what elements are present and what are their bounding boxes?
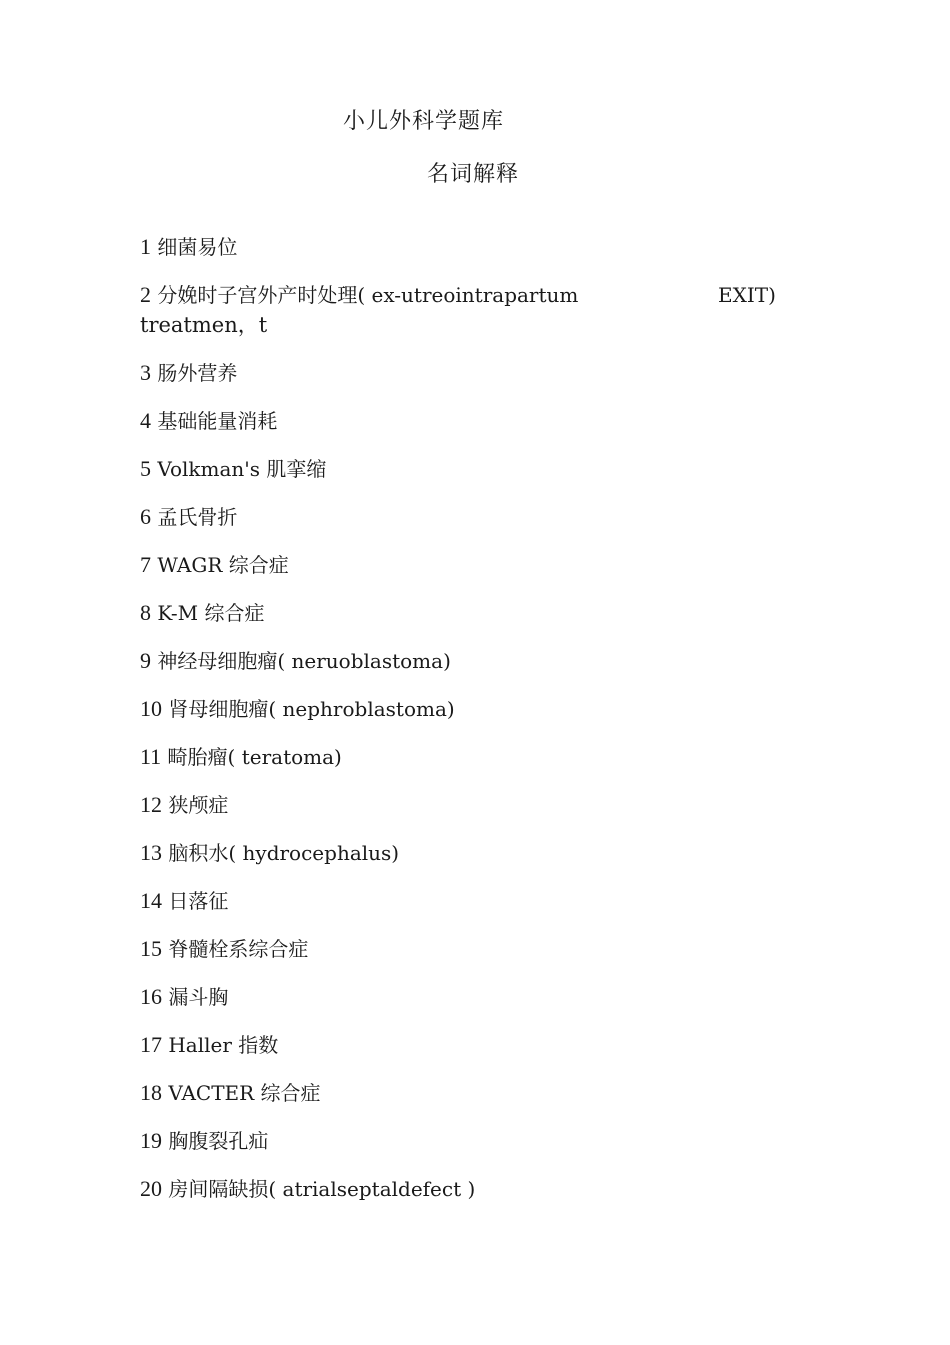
term-item bbox=[140, 742, 820, 790]
term-item bbox=[140, 598, 820, 646]
term-item bbox=[140, 694, 820, 742]
term-text: 肾母细胞瘤( nephroblastoma) bbox=[168, 697, 455, 721]
term-number: 18 bbox=[140, 1080, 162, 1105]
term-number: 2 bbox=[140, 282, 151, 307]
term-number: 17 bbox=[140, 1032, 162, 1057]
term-text: 基础能量消耗 bbox=[157, 409, 278, 433]
term-item bbox=[140, 934, 820, 982]
term-number: 4 bbox=[140, 408, 151, 433]
term-number: 12 bbox=[140, 792, 162, 817]
term-text: 脑积水( hydrocephalus) bbox=[168, 841, 400, 865]
term-number: 8 bbox=[140, 600, 151, 625]
term-item bbox=[140, 838, 820, 886]
term-text: 肠外营养 bbox=[157, 361, 238, 385]
term-text: 分娩时子宫外产时处理( ex-utreointrapartum bbox=[157, 283, 579, 307]
term-number: 6 bbox=[140, 504, 151, 529]
term-text: 漏斗胸 bbox=[168, 985, 229, 1009]
term-item bbox=[140, 1078, 820, 1126]
term-item bbox=[140, 1030, 820, 1078]
term-item bbox=[140, 982, 820, 1030]
term-number: 15 bbox=[140, 936, 162, 961]
term-number: 1 bbox=[140, 234, 151, 259]
term-text: 孟氏骨折 bbox=[157, 505, 238, 529]
term-number: 3 bbox=[140, 360, 151, 385]
term-list bbox=[140, 232, 820, 1222]
term-number: 19 bbox=[140, 1128, 162, 1153]
term-number: 5 bbox=[140, 456, 151, 481]
term-text: 胸腹裂孔疝 bbox=[168, 1129, 269, 1153]
section-title: 名词解释 bbox=[427, 162, 520, 187]
term-item bbox=[140, 454, 820, 502]
term-text: 脊髓栓系综合症 bbox=[168, 937, 309, 961]
term-item bbox=[140, 502, 820, 550]
term-text: VACTER 综合症 bbox=[168, 1081, 321, 1105]
term-text-continued: treatmen，t bbox=[140, 313, 268, 337]
term-text: 畸胎瘤( teratoma) bbox=[167, 745, 342, 769]
term-number: 14 bbox=[140, 888, 162, 913]
term-item bbox=[140, 550, 820, 598]
term-text: 房间隔缺损( atrialseptaldefect ) bbox=[168, 1177, 476, 1201]
term-item bbox=[140, 1174, 820, 1222]
term-abbreviation: EXIT) bbox=[718, 283, 776, 307]
term-number: 10 bbox=[140, 696, 162, 721]
term-text: 狭颅症 bbox=[168, 793, 229, 817]
term-number: 16 bbox=[140, 984, 162, 1009]
term-item bbox=[140, 790, 820, 838]
term-number: 7 bbox=[140, 552, 151, 577]
term-text: 神经母细胞瘤( neruoblastoma) bbox=[157, 649, 451, 673]
term-number: 11 bbox=[140, 744, 162, 769]
term-text: 日落征 bbox=[168, 889, 229, 913]
term-item bbox=[140, 646, 820, 694]
document-title: 小儿外科学题库 bbox=[343, 109, 505, 134]
term-number: 9 bbox=[140, 648, 151, 673]
term-item bbox=[140, 232, 820, 280]
term-text: Volkman's 肌挛缩 bbox=[157, 457, 327, 481]
term-item bbox=[140, 1126, 820, 1174]
term-item bbox=[140, 406, 820, 454]
term-item bbox=[140, 886, 820, 934]
term-text: K-M 综合症 bbox=[157, 601, 265, 625]
term-item bbox=[140, 358, 820, 406]
term-number: 13 bbox=[140, 840, 162, 865]
term-text: WAGR 综合症 bbox=[157, 553, 289, 577]
term-text: 细菌易位 bbox=[157, 235, 238, 259]
term-text: Haller 指数 bbox=[168, 1033, 279, 1057]
term-item bbox=[140, 280, 820, 358]
term-number: 20 bbox=[140, 1176, 162, 1201]
